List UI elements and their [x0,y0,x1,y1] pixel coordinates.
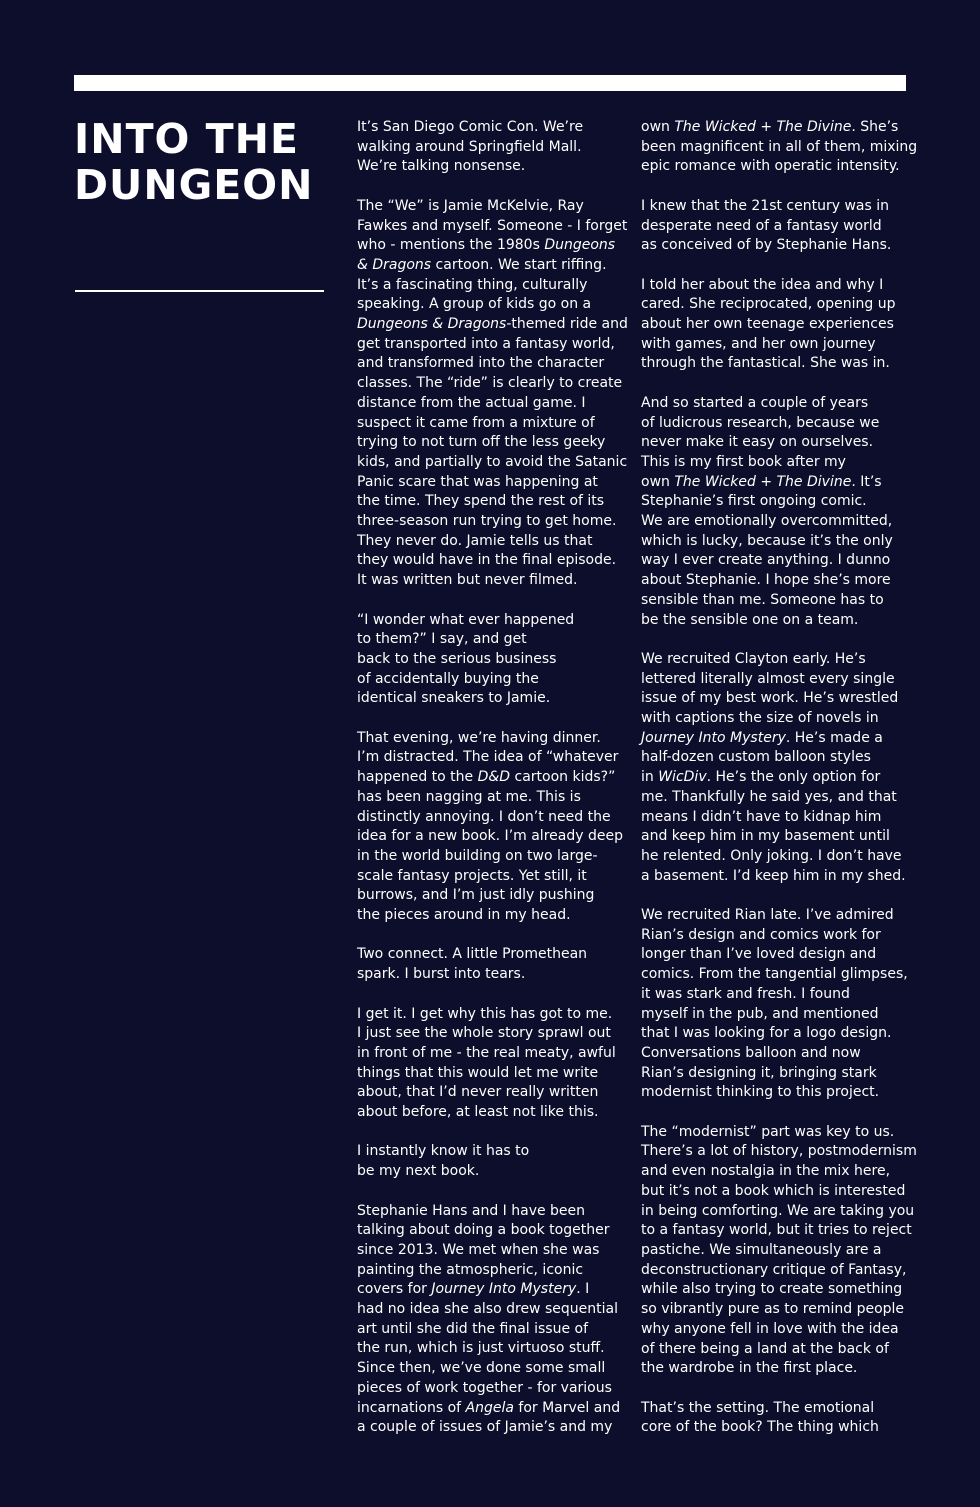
paragraph [357,1202,627,1438]
text-line: art until she did the final issue of [357,1320,589,1337]
italic-title: The Wicked + The Divine [674,473,852,490]
text-line: in the world building on two large- [357,847,598,864]
text-line: I’m distracted. The idea of “whatever [357,749,619,766]
text-line: and keep him in my basement until [641,828,890,845]
text-line: distance from the actual game. I [357,394,586,411]
text-line: It was written but never filmed. [357,572,578,589]
text-line: been magnificent in all of them, mixing [641,138,918,155]
text-line: speaking. A group of kids go on a [357,296,592,313]
text-line: Conversations balloon and now [641,1044,861,1061]
italic-title: Angela [465,1399,514,1416]
text-line: had no idea she also drew sequential [357,1301,618,1318]
text-line: There’s a lot of history, postmodernism [641,1143,917,1160]
text-line: back to the serious business [357,650,557,667]
text-line: about her own teenage experiences [641,316,894,332]
text-line: it was stark and fresh. I found [641,985,850,1002]
text-line: way I ever create anything. I dunno [641,552,891,569]
text-line: suspect it came from a mixture of [357,414,595,431]
text-line: Since then, we’ve done some small [357,1360,606,1377]
text-line: painting the atmospheric, iconic [357,1261,584,1278]
text-line: They never do. Jamie tells us that [357,532,593,549]
text-line: a basement. I’d keep him in my shed. [641,867,906,884]
text-line: through the fantastical. She was in. [641,355,890,372]
article-title [74,116,313,208]
text-line: to a fantasy world, but it tries to reject [641,1222,912,1239]
text-line: trying to not turn off the less geeky [357,434,606,451]
text-line: I knew that the 21st century was in [641,197,890,214]
text-line: The “modernist” part was key to us. [641,1123,895,1140]
title-underline [75,290,324,292]
text-line: they would have in the final episode. [357,552,617,569]
text-line: as conceived of by Stephanie Hans. [641,237,892,254]
text-line: longer than I’ve loved design and [641,946,877,963]
text-line: We recruited Rian late. I’ve admired [641,907,894,924]
text-line: about, that I’d never really written [357,1084,599,1101]
text-line: desperate need of a fantasy world [641,217,882,234]
text-line: sensible than me. Someone has to [641,591,884,608]
text-line: I just see the whole story sprawl out [357,1025,611,1042]
text-line: of accidentally buying the [357,670,539,687]
text-line: and transformed into the character [357,355,605,372]
text-line: kids, and partially to avoid the Satanic [357,453,628,470]
text-line: That’s the setting. The emotional [641,1399,875,1416]
text-line: me. Thankfully he said yes, and that [641,788,897,805]
text-line: & Dragons cartoon. We start riffing. [357,256,607,273]
text-line: the run, which is just virtuoso stuff. [357,1340,605,1357]
paragraph [357,197,627,591]
text-line: of there being a land at the back of [641,1340,889,1357]
title-line: INTO THE [74,115,299,163]
text-line: in being comforting. We are taking you [641,1202,915,1219]
text-line: We recruited Clayton early. He’s [641,650,866,667]
italic-title: Dungeons [544,237,616,254]
text-line: and even nostalgia in the mix here, [641,1163,891,1180]
paragraph [357,118,627,177]
text-line: the pieces around in my head. [357,907,571,924]
text-line: covers for Journey Into Mystery. I [357,1281,590,1298]
text-line: myself in the pub, and mentioned [641,1005,879,1022]
text-line: so vibrantly pure as to remind people [641,1301,905,1318]
text-line: walking around Springfield Mall. [357,138,582,155]
text-line: comics. From the tangential glimpses, [641,966,908,983]
text-line: deconstructionary critique of Fantasy, [641,1261,907,1278]
text-line: idea for a new book. I’m already deep [357,828,623,845]
text-line: while also trying to create something [641,1281,903,1298]
text-line: scale fantasy projects. Yet still, it [357,867,587,884]
text-line: to them?” I say, and get [357,631,527,648]
text-line: happened to the D&D cartoon kids?” [357,769,616,786]
text-line: three-season run trying to get home. [357,513,617,530]
text-line: identical sneakers to Jamie. [357,690,551,707]
text-line: Two connect. A little Promethean [357,946,588,963]
text-line: but it’s not a book which is interested [641,1182,906,1199]
text-line: classes. The “ride” is clearly to create [357,375,623,392]
italic-title: D&D [477,769,511,786]
text-line: Dungeons & Dragons-themed ride and [357,316,628,333]
text-line: in WicDiv. He’s the only option for [641,769,881,786]
paragraph [641,394,916,630]
text-line: pastiche. We simultaneously are a [641,1241,882,1258]
text-line: be the sensible one on a team. [641,611,859,628]
text-line: half-dozen custom balloon styles [641,749,871,766]
text-line: own The Wicked + The Divine. It’s [641,473,882,490]
text-line: burrows, and I’m just idly pushing [357,887,595,904]
paragraph [357,729,627,926]
text-line: who - mentions the 1980s Dungeons [357,237,616,254]
text-line: And so started a couple of years [641,394,869,411]
text-line: Panic scare that was happening at [357,473,598,490]
text-column-left [357,118,627,1458]
text-line: that I was looking for a logo design. [641,1025,892,1042]
italic-title: Journey Into Mystery [431,1281,577,1298]
paragraph [641,118,916,177]
text-line: a couple of issues of Jamie’s and my [357,1419,613,1436]
text-line: he relented. Only joking. I don’t have [641,847,902,864]
text-column-right [641,118,916,1458]
text-line: Fawkes and myself. Someone - I forget [357,217,628,234]
text-line: why anyone fell in love with the idea [641,1320,899,1337]
text-line: means I didn’t have to kidnap him [641,808,882,825]
text-line: We are emotionally overcommitted, [641,513,893,530]
text-line: Stephanie Hans and I have been [357,1202,586,1219]
text-line: about before, at least not like this. [357,1104,599,1121]
text-line: issue of my best work. He’s wrestled [641,690,899,707]
text-line: the time. They spend the rest of its [357,493,605,510]
text-line: since 2013. We met when she was [357,1241,600,1258]
paragraph [641,197,916,256]
paragraph [357,1005,627,1123]
italic-title: Dungeons & Dragons [357,316,507,333]
top-rule [74,75,906,91]
text-line: be my next book. [357,1163,480,1180]
text-line: own The Wicked + The Divine. She’s [641,119,899,135]
text-line: This is my first book after my [641,453,846,470]
italic-title: WicDiv [658,769,707,786]
text-line: I get it. I get why this has got to me. [357,1005,613,1022]
text-line: Rian’s design and comics work for [641,926,881,943]
paragraph [641,650,916,886]
paragraph [641,906,916,1103]
text-line: It’s a fascinating thing, culturally [357,276,588,293]
text-line: of ludicrous research, because we [641,414,880,431]
text-line: Journey Into Mystery. He’s made a [641,729,883,746]
text-line: spark. I burst into tears. [357,966,526,983]
title-line: DUNGEON [74,161,314,209]
text-line: epic romance with operatic intensity. [641,158,900,175]
text-line: pieces of work together - for various [357,1379,612,1396]
text-line: Rian’s designing it, bringing stark [641,1064,877,1081]
text-line: talking about doing a book together [357,1222,610,1239]
text-line: Stephanie’s first ongoing comic. [641,493,867,510]
text-line: “I wonder what ever happened [357,611,575,628]
text-line: never make it easy on ourselves. [641,434,874,451]
text-line: I instantly know it has to [357,1143,530,1160]
text-line: cared. She reciprocated, opening up [641,296,896,313]
italic-title: & Dragons [357,256,432,273]
text-line: distinctly annoying. I don’t need the [357,808,611,825]
text-line: The “We” is Jamie McKelvie, Ray [357,197,584,214]
text-line: has been nagging at me. This is [357,788,581,805]
italic-title: Journey Into Mystery [641,729,786,746]
text-line: We’re talking nonsense. [357,158,526,175]
text-line: incarnations of Angela for Marvel and [357,1399,621,1416]
italic-title: The Wicked + The Divine [674,119,852,135]
text-line: lettered literally almost every single [641,670,895,687]
text-line: That evening, we’re having dinner. [357,729,601,746]
text-line: with captions the size of novels in [641,710,879,727]
paragraph [641,276,916,375]
text-line: get transported into a fantasy world, [357,335,615,352]
text-line: the wardrobe in the first place. [641,1360,858,1377]
text-line: core of the book? The thing which [641,1419,879,1436]
text-line: which is lucky, because it’s the only [641,532,893,549]
paragraph [357,945,627,984]
text-line: in front of me - the real meaty, awful [357,1044,616,1061]
paragraph [357,1142,627,1181]
paragraph [641,1399,916,1438]
text-line: about Stephanie. I hope she’s more [641,572,891,589]
text-line: It’s San Diego Comic Con. We’re [357,119,584,135]
text-line: things that this would let me write [357,1064,599,1081]
paragraph [357,611,627,710]
text-line: modernist thinking to this project. [641,1084,880,1101]
text-line: with games, and her own journey [641,335,876,352]
text-line: I told her about the idea and why I [641,276,884,293]
paragraph [641,1123,916,1379]
